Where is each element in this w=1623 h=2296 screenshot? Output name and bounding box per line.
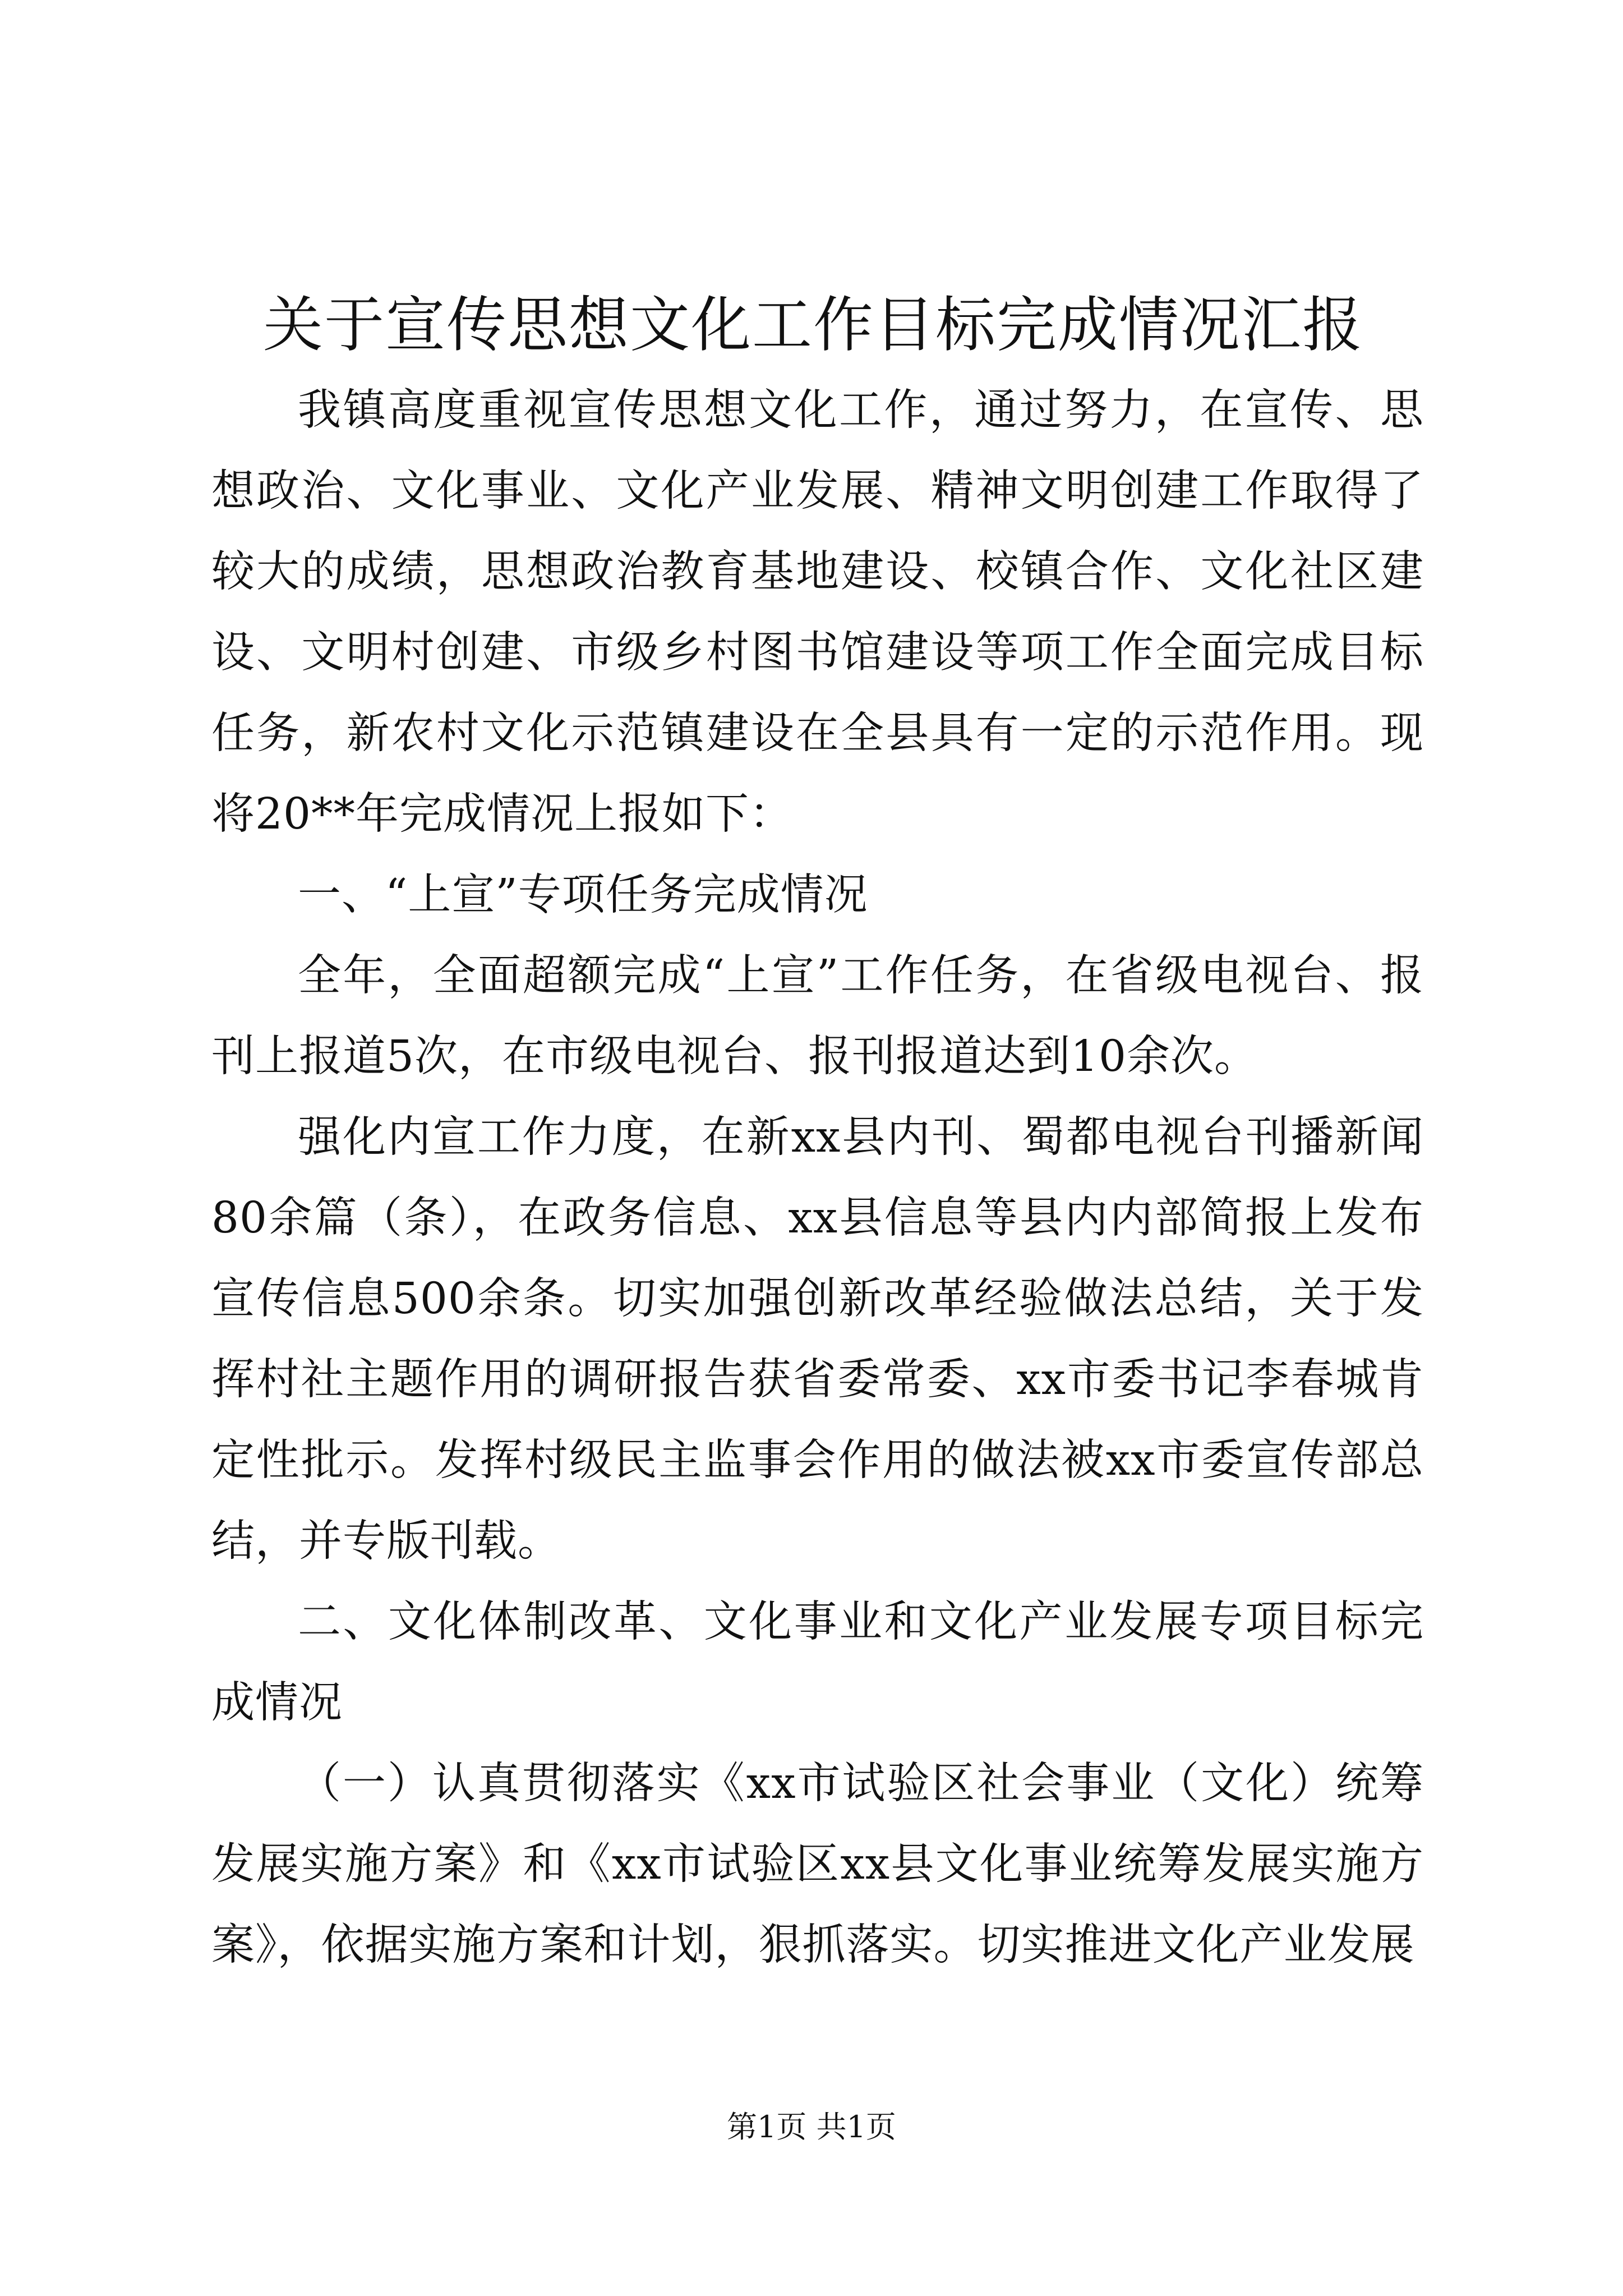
paragraph-external-publicity: 全年，全面超额完成“上宣”工作任务，在省级电视台、报刊上报道5次，在市级电视台、报刊报道达到10余次。 bbox=[211, 951, 1424, 1082]
section-heading-2: 二、文化体制改革、文化事业和文化产业发展专项目标完成情况 bbox=[211, 1597, 1424, 1728]
section-heading-1: 一、“上宣”专项任务完成情况 bbox=[298, 870, 868, 920]
paragraph-subsection-1: （一）认真贯彻落实《xx市试验区社会事业（文化）统筹发展实施方案》和《xx市试验区xx县文化事业统筹发展实施方案》，依据实施方案和计划，狠抓落实。切实推进文化产业发展 bbox=[211, 1759, 1424, 1970]
paragraph-internal-publicity: 强化内宣工作力度，在新xx县内刊、蜀都电视台刊播新闻80余篇（条），在政务信息、xx县信息等县内内部简报上发布宣传信息500余条。切实加强创新改革经验做法总结，关于发挥村社主题作用的调研报告获省委常委、xx市委书记李春城肯定性批示。发挥村级民主监事会作用的做法被xx市委宣传部总结，并专版刊载。 bbox=[211, 1112, 1424, 1566]
page-footer: 第1页 共1页 bbox=[727, 2109, 896, 2145]
paragraph-intro: 我镇高度重视宣传思想文化工作，通过努力，在宣传、思想政治、文化事业、文化产业发展、精神文明创建工作取得了较大的成绩，思想政治教育基地建设、校镇合作、文化社区建设、文明村创建、市级乡村图书馆建设等项工作全面完成目标任务，新农村文化示范镇建设在全县具有一定的示范作用。现将20**年完成情况上报如下： bbox=[211, 385, 1424, 839]
document-body bbox=[211, 370, 1424, 1986]
document-title: 关于宣传思想文化工作目标完成情况汇报 bbox=[262, 291, 1363, 360]
